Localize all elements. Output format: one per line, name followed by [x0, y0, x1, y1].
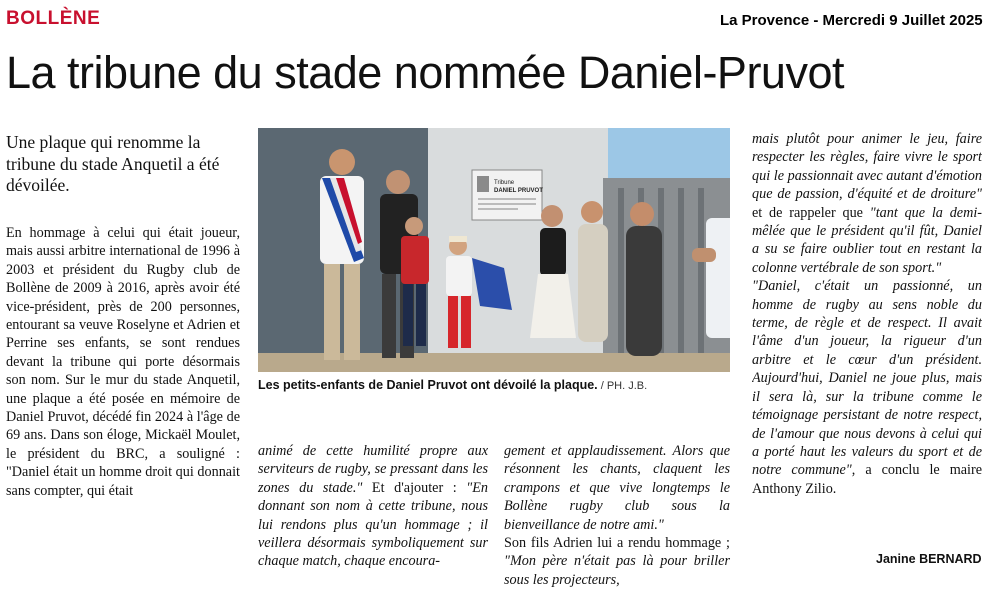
- body-text: et de rappeler que: [752, 204, 870, 221]
- quote-text: "Mon père n'était pas là pour briller sous les projecteurs,: [504, 553, 730, 588]
- quote-text: gement et applaudissement. Alors que résonnent les chants, claquent les crampons et que vive longtemps le Bollène rugby club sous la bienveillance de notre ami.": [504, 443, 730, 533]
- body-column-1: [6, 224, 240, 500]
- body-text: , a conclu le maire Anthony Zilio.: [752, 462, 982, 497]
- headline: La tribune du stade nommée Daniel-Pruvot: [6, 47, 844, 98]
- section-label: BOLLÈNE: [6, 8, 101, 29]
- quote-text: "En donnant son nom à cette tribune, nous lui rendons plus qu'un hommage ; il veillera désormais symboliquement sur chaque match, chaque encoura-: [258, 479, 488, 570]
- article-photo: [258, 128, 730, 372]
- caption-text: Les petits-enfants de Daniel Pruvot ont dévoilé la plaque.: [258, 378, 598, 392]
- chapo: Une plaque qui renomme la tribune du stade Anquetil a été dévoilée.: [6, 132, 220, 195]
- plaque-portrait: [477, 176, 489, 192]
- masthead: La Provence - Mercredi 9 Juillet 2025: [720, 12, 983, 29]
- body-column-2: [258, 442, 488, 571]
- body-text: Son fils Adrien lui a rendu hommage ;: [504, 535, 730, 552]
- body-text-col4a: [752, 130, 982, 277]
- author-signature: Janine BERNARD: [876, 552, 982, 566]
- quote-text: mais plutôt pour animer le jeu, faire respecter les règles, faire vivre le sport qui le passionnait avec autant d'émotion que de passion, d'équité et de droiture": [752, 131, 982, 203]
- quote-text: animé de cette humilité propre aux serviteurs de rugby, se pressant dans les zones du stade.": [258, 443, 488, 496]
- photo-illustration: [258, 128, 730, 372]
- body-text-col4b: [752, 277, 982, 498]
- body-text-col2: [258, 442, 488, 571]
- body-column-4: [752, 130, 982, 550]
- photo-caption: [258, 378, 738, 392]
- body-text: Et d'ajouter :: [362, 479, 467, 496]
- quote-text: "tant que la demi-mêlée que le président qu'il fût, Daniel a su se faire oublier tout en restant la colonne vertébrale de son sport.": [752, 204, 982, 276]
- body-column-3: [504, 442, 730, 589]
- photo-credit: / PH. J.B.: [597, 380, 648, 392]
- plaque-title: Tribune: [494, 180, 515, 186]
- quote-text: "Daniel, c'était un passionné, un homme de rugby au sens noble du terme, de règle et de respect. Il avait l'âme d'un joueur, la rigueur d'un arbitre et le cœur d'un président. Aujourd'hui, Daniel ne joue plus, mais il sera là, sur la tribune comme le témoignage persistant de notre respect, de l'amour que nous devons à celui qui a porté haut les valeurs du sport et de notre commune": [752, 278, 982, 479]
- body-text-col1: En hommage à celui qui était joueur, mais aussi arbitre international de 1996 à 2003 et président du Rugby club de Bollène de 2009 à 2016, après avoir été vice-président, près de 200 personnes, entourant sa veuve Roselyne et Adrien et Perrine ses enfants, se sont rendues devant la tribune qui porte désormais son nom. Sur le mur du stade Anquetil, une plaque a été posée en mémoire de Daniel Pruvot, décédé fin 2024 à l'âge de 69 ans. Dans son éloge, Mickaël Moulet, le président du BRC, a souligné : "Daniel était un homme droit qui donnait sans compter, qui était: [6, 225, 240, 499]
- plaque-name: DANIEL PRUVOT: [494, 188, 543, 194]
